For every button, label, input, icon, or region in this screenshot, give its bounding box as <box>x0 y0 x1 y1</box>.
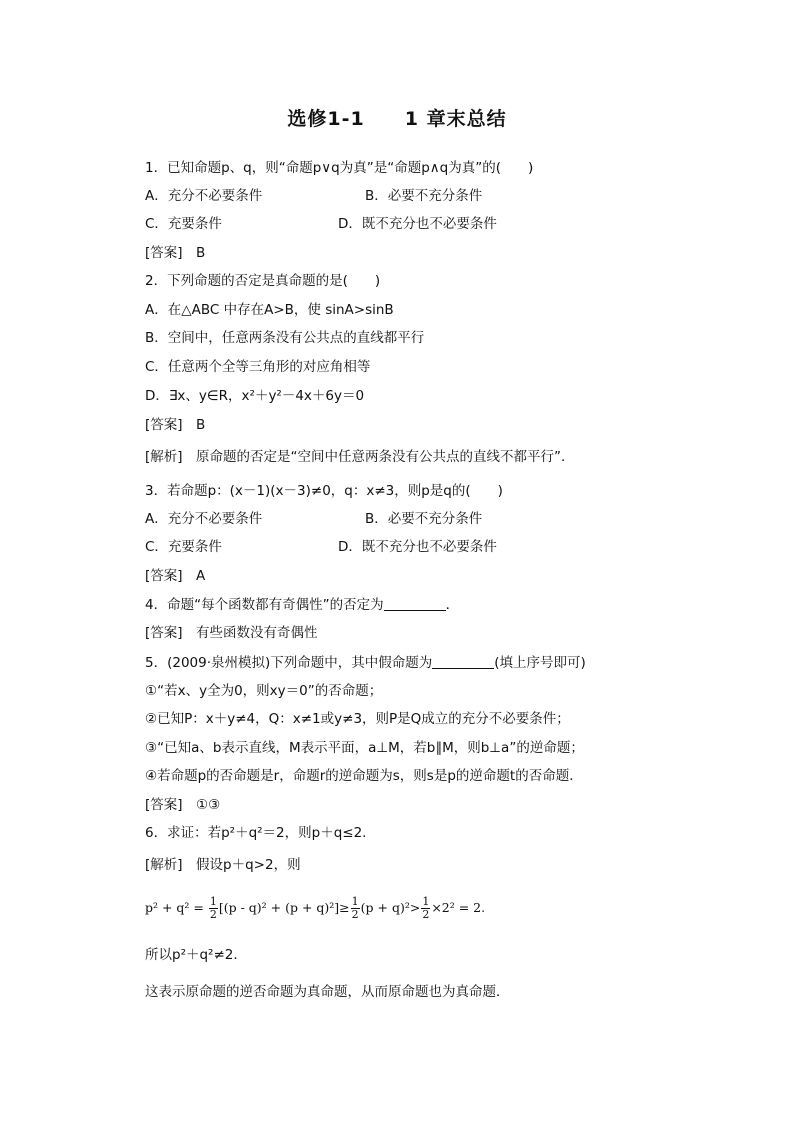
q3-stem: 3．若命题p：(x－1)(x－3)≠0，q：x≠3，则p是q的( ) <box>145 483 503 499</box>
page-title <box>0 104 794 131</box>
q6-fraction-1 <box>209 896 218 921</box>
q6-fraction-3-num: 1 <box>422 895 430 908</box>
q6-conclusion-1: 所以p²＋q²≠2. <box>145 947 238 963</box>
q6-fraction-1-num: 1 <box>209 895 217 908</box>
q5-stem-end: (填上序号即可) <box>494 655 586 671</box>
q2-option-b: B．空间中，任意两条没有公共点的直线都平行 <box>145 330 425 346</box>
q1-option-b: B．必要不充分条件 <box>365 188 483 204</box>
q3-option-a: A．充分不必要条件 <box>145 511 263 527</box>
q2-option-c: C．任意两个全等三角形的对应角相等 <box>145 359 371 375</box>
q5-blank <box>432 656 494 669</box>
q4-stem: 4．命题“每个函数都有奇偶性”的否定为 <box>145 597 384 613</box>
q3-answer: [答案] A <box>145 568 206 584</box>
q6-fraction-3-den: 2 <box>422 908 430 921</box>
q1-answer: [答案] B <box>145 245 206 261</box>
q5-item-3: ③“已知a、b表示直线，M表示平面，a⊥M，若b∥M，则b⊥a”的逆命题； <box>145 740 584 756</box>
title-part1: 选修1-1 <box>287 108 365 130</box>
q1-option-a: A．充分不必要条件 <box>145 188 263 204</box>
q2-stem: 2．下列命题的否定是真命题的是( ) <box>145 273 381 289</box>
q1-option-d: D．既不充分也不必要条件 <box>338 216 497 232</box>
q2-analysis: [解析] 原命题的否定是“空间中任意两条没有公共点的直线不都平行”． <box>145 449 575 465</box>
q6-fraction-2 <box>351 896 360 921</box>
q6-stem: 6．求证：若p²＋q²＝2，则p＋q≤2. <box>145 825 367 841</box>
q6-eq-right: ×2² = 2. <box>431 900 486 915</box>
q6-conclusion-2: 这表示原命题的逆否命题为真命题，从而原命题也为真命题． <box>145 984 510 1000</box>
q2-option-d: D．∃x、y∈R，x²＋y²－4x＋6y＝0 <box>145 388 365 404</box>
q6-fraction-2-num: 1 <box>351 895 359 908</box>
q6-eq-mid: [(p - q)² + (p + q)²]≥ <box>218 900 350 915</box>
q4-stem-end: ． <box>445 597 460 613</box>
q4-blank <box>384 598 446 611</box>
q5-answer: [答案] ①③ <box>145 797 221 813</box>
q5-item-1: ①“若x、y全为0，则xy＝0”的否命题； <box>145 683 383 699</box>
q3-option-d: D．既不充分也不必要条件 <box>338 539 497 555</box>
q6-equation <box>145 893 485 923</box>
q6-fraction-1-den: 2 <box>209 908 217 921</box>
q5-stem: 5．(2009·泉州模拟)下列命题中，其中假命题为 <box>145 655 433 671</box>
q6-fraction-3 <box>421 896 430 921</box>
q1-stem: 1．已知命题p、q，则“命题p∨q为真”是“命题p∧q为真”的( ) <box>145 160 534 176</box>
q6-eq-left: p² + q² = <box>145 900 208 915</box>
q5-line <box>145 654 586 672</box>
q5-item-4: ④若命题p的否命题是r，命题r的逆命题为s，则s是p的逆命题t的否命题． <box>145 768 583 784</box>
q4-answer: [答案] 有些函数没有奇偶性 <box>145 625 318 641</box>
q2-option-a: A．在△ABC 中存在A>B，使 sinA>sinB <box>145 302 394 318</box>
q1-option-c: C．充要条件 <box>145 216 222 232</box>
q6-analysis: [解析] 假设p＋q>2，则 <box>145 857 301 873</box>
q3-option-c: C．充要条件 <box>145 539 222 555</box>
title-part2: 1 章末总结 <box>404 108 507 130</box>
q3-option-b: B．必要不充分条件 <box>365 511 483 527</box>
q4-line <box>145 596 459 614</box>
q6-fraction-2-den: 2 <box>351 908 359 921</box>
q2-answer: [答案] B <box>145 417 206 433</box>
q6-eq-mid2: (p + q)²> <box>360 900 421 915</box>
q5-item-2: ②已知P：x＋y≠4，Q：x≠1或y≠3，则P是Q成立的充分不必要条件； <box>145 711 570 727</box>
